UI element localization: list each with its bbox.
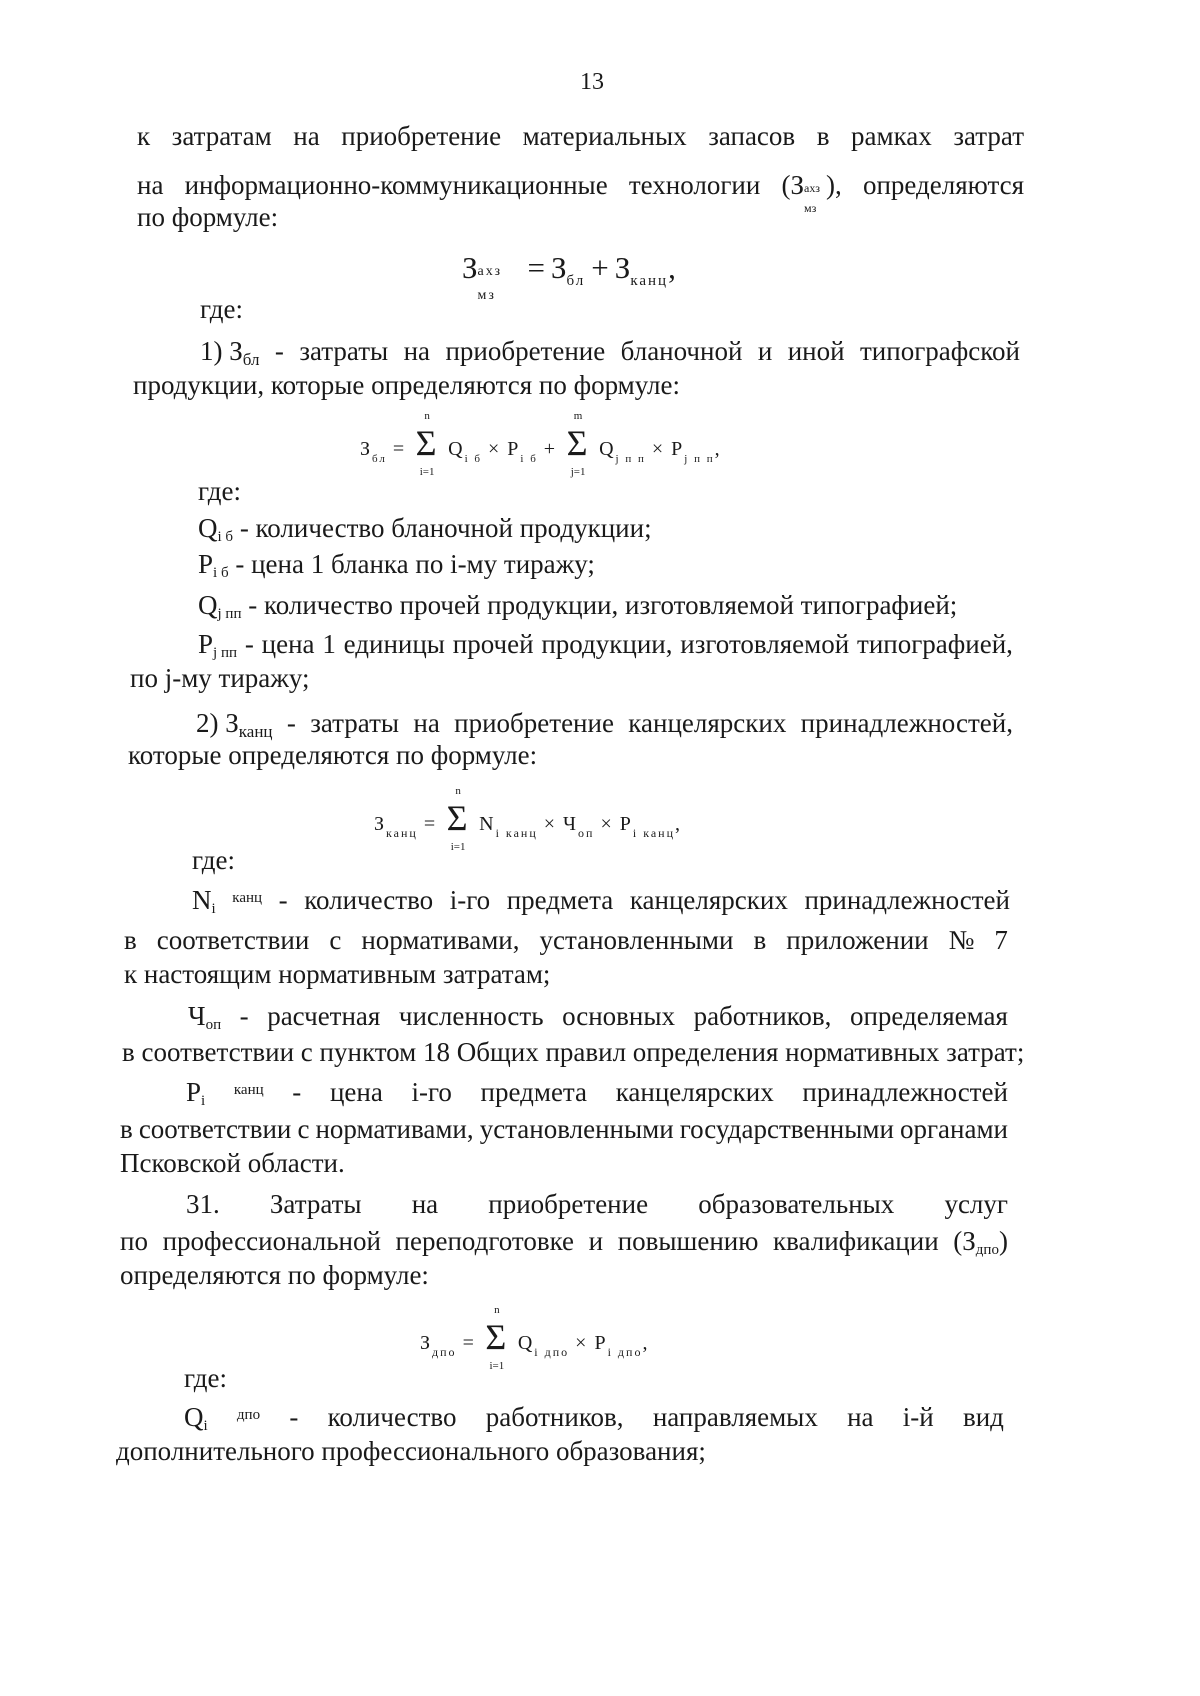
equals-sign: = xyxy=(462,1332,476,1354)
word: определяемая xyxy=(849,1001,1008,1031)
word: типографской xyxy=(860,336,1020,366)
def-p-kanc-line-1 xyxy=(186,1077,1008,1109)
def-q-dpo-line-1 xyxy=(184,1402,1004,1434)
word: на xyxy=(293,121,320,151)
def-symbol: Ni xyxy=(192,885,216,917)
word: квалификации xyxy=(773,1226,939,1256)
word: в xyxy=(120,1114,133,1144)
word: на xyxy=(137,170,164,200)
word: приложении xyxy=(786,925,929,955)
word: затратам xyxy=(171,121,272,151)
subscript: дпо xyxy=(236,1407,261,1423)
word: определяются xyxy=(862,170,1024,200)
word: изготовляемой xyxy=(680,629,850,659)
p-term: $P_{i б}$ xyxy=(507,438,538,465)
word: приобретение xyxy=(445,336,606,366)
where-label: где: xyxy=(184,1363,227,1393)
word: запасов xyxy=(708,121,796,151)
subscript: канц xyxy=(232,890,263,906)
word: вид xyxy=(962,1402,1004,1432)
word: продукции, xyxy=(541,629,673,659)
symbol-z-axz-mz: (З ахз мз ), xyxy=(781,170,842,215)
def-symbol: Qi xyxy=(184,1402,208,1434)
word: в xyxy=(753,925,767,955)
times-sign: × xyxy=(600,813,614,835)
formula-z-axz-mz xyxy=(462,250,682,303)
item31-line-3: определяются по формуле: xyxy=(120,1260,429,1290)
word: цена xyxy=(329,1077,383,1107)
def-p-kanc-line-3: Псковской области. xyxy=(120,1148,345,1178)
word: установленными xyxy=(539,925,734,955)
intro-line-1 xyxy=(137,123,1024,150)
p-term: $P_{j п п}$, xyxy=(671,438,722,465)
word: в xyxy=(124,925,137,955)
equals-sign: = xyxy=(527,250,546,285)
q-term: $Q_{i дпо}$ xyxy=(517,1332,570,1359)
item1-symbol: 1) Збл xyxy=(200,336,260,369)
word: приобретение xyxy=(454,708,614,738)
word: принадлежностей xyxy=(804,885,1010,915)
word: рамках xyxy=(851,121,932,151)
def-q-jpp: Qj пп - количество прочей продукции, изготовляемой типографией; xyxy=(198,590,958,622)
word: государственными xyxy=(679,1114,894,1144)
word: типографией, xyxy=(857,629,1013,659)
word: № xyxy=(948,925,975,955)
formula-lhs: $З_{канц}$ xyxy=(374,813,418,840)
def-p-jpp-line-1 xyxy=(198,629,1013,661)
word: - xyxy=(278,885,288,915)
times-sign: × xyxy=(543,813,558,835)
subscript: канц xyxy=(233,1082,264,1098)
item1-line-1 xyxy=(200,336,1020,369)
word: нормативами, xyxy=(361,925,520,955)
word: направляемых xyxy=(652,1402,818,1432)
def-symbol: Чоп xyxy=(188,1001,222,1033)
word: на xyxy=(411,1189,439,1219)
where-label: где: xyxy=(200,294,243,324)
word: затрат xyxy=(953,121,1024,151)
word: численность xyxy=(398,1001,544,1031)
def-q-dpo-line-2: дополнительного профессионального образования; xyxy=(116,1436,706,1466)
word: i-го xyxy=(411,1077,452,1107)
word: информационно-коммуникационные xyxy=(184,170,608,200)
q-term: $Q_{j п п}$ xyxy=(599,438,646,465)
times-sign: × xyxy=(651,438,666,460)
word: - xyxy=(239,1001,249,1031)
def-q-ib: Qi б - количество бланочной продукции; xyxy=(198,513,652,545)
ch-term: $Ч_{оп}$ xyxy=(563,813,595,840)
word: цена xyxy=(261,629,315,659)
word: - xyxy=(286,708,296,738)
word: по xyxy=(120,1226,148,1256)
equals-sign: = xyxy=(392,438,407,460)
sum-sign: n Σ i=1 xyxy=(485,1304,509,1372)
sum-sign: n Σ i=1 xyxy=(415,410,439,478)
word: 7 xyxy=(994,925,1008,955)
page-number: 13 xyxy=(580,69,604,95)
intro-line-3: по формуле: xyxy=(137,202,279,232)
item2-line-2: которые определяются по формуле: xyxy=(128,740,538,770)
def-n-line-2 xyxy=(124,927,1008,954)
word: работников, xyxy=(693,1001,832,1031)
word: канцелярских xyxy=(629,885,788,915)
word: - xyxy=(244,629,254,659)
word: принадлежностей, xyxy=(800,708,1013,738)
word: нормативами, xyxy=(315,1114,474,1144)
word: - xyxy=(292,1077,302,1107)
word: технологии xyxy=(628,170,761,200)
word: - xyxy=(274,336,284,366)
word: затраты xyxy=(299,336,389,366)
word: на xyxy=(403,336,431,366)
word: Затраты xyxy=(269,1189,362,1219)
word: переподготовке xyxy=(395,1226,575,1256)
formula-lhs: З ахз мз xyxy=(462,250,503,303)
formula-term-kanc: $З_{канц}$, xyxy=(614,250,676,289)
word: на xyxy=(847,1402,874,1432)
formula-term-bl: $З_{бл}$ xyxy=(551,250,586,289)
word: на xyxy=(413,708,440,738)
formula-z-kanc xyxy=(374,785,688,853)
word: иной xyxy=(787,336,845,366)
word: работников, xyxy=(485,1402,624,1432)
word: к xyxy=(137,121,151,151)
times-sign: × xyxy=(575,1332,589,1354)
p-term: $P_{i дпо}$, xyxy=(594,1332,650,1359)
equals-sign: = xyxy=(423,813,438,835)
word: профессиональной xyxy=(162,1226,381,1256)
word: единицы xyxy=(343,629,445,659)
word: соответствии xyxy=(138,1114,292,1144)
word: канцелярских xyxy=(628,708,787,738)
word: затраты xyxy=(310,708,400,738)
word: i-й xyxy=(902,1402,934,1432)
word: i-го xyxy=(449,885,491,915)
sum-sign: m Σ j=1 xyxy=(566,410,590,478)
def-symbol: Pj пп xyxy=(198,629,238,661)
def-n-line-1 xyxy=(192,885,1010,917)
symbol-z-dpo: (Здпо) xyxy=(953,1226,1008,1258)
def-p-kanc-line-2 xyxy=(120,1116,1008,1143)
word: - xyxy=(289,1402,299,1432)
word: принадлежностей xyxy=(802,1077,1008,1107)
def-ch-line-1 xyxy=(188,1001,1008,1033)
word: предмета xyxy=(506,885,614,915)
word: количество xyxy=(327,1402,457,1432)
word: бланочной xyxy=(620,336,743,366)
word: 1 xyxy=(322,629,336,659)
word: услуг xyxy=(944,1189,1008,1219)
word: и xyxy=(757,336,773,366)
word: и xyxy=(588,1226,604,1256)
item31-line-2 xyxy=(120,1226,1008,1258)
n-term: $N_{i канц}$ xyxy=(479,813,538,840)
formula-z-dpo xyxy=(420,1304,655,1372)
def-ch-line-2: в соответствии с пунктом 18 Общих правил определения нормативных затрат; xyxy=(122,1037,1025,1067)
formula-lhs: $З_{дпо}$ xyxy=(420,1332,457,1359)
q-term: $Q_{i б}$ xyxy=(448,438,482,465)
word: с xyxy=(329,925,342,955)
item1-line-2: продукции, которые определяются по формуле: xyxy=(133,370,681,400)
word: соответствии xyxy=(156,925,310,955)
word: 31. xyxy=(186,1189,220,1219)
def-p-jpp-line-2: по j-му тиражу; xyxy=(130,663,310,693)
item31-line-1 xyxy=(186,1191,1008,1218)
item2-symbol: 2) Зканц xyxy=(196,708,273,741)
word: основных xyxy=(562,1001,676,1031)
plus-sign: + xyxy=(543,438,558,460)
word: образовательных xyxy=(698,1189,895,1219)
word: количество xyxy=(304,885,434,915)
word: предмета xyxy=(480,1077,588,1107)
p-term: $P_{i канц}$, xyxy=(619,813,683,840)
word: канцелярских xyxy=(615,1077,774,1107)
word: расчетная xyxy=(267,1001,381,1031)
formula-lhs: $З_{бл}$ xyxy=(360,438,387,465)
def-n-line-3: к настоящим нормативным затратам; xyxy=(124,959,551,989)
word: приобретение xyxy=(341,121,502,151)
word: органами xyxy=(899,1114,1008,1144)
word: установленными xyxy=(479,1114,674,1144)
item2-line-1 xyxy=(196,708,1013,741)
word: материальных xyxy=(522,121,687,151)
word: в xyxy=(816,121,830,151)
intro-line-2 xyxy=(137,170,1024,215)
word: с xyxy=(297,1114,310,1144)
word: прочей xyxy=(452,629,534,659)
sum-sign: n Σ i=1 xyxy=(446,785,470,853)
word: повышению xyxy=(617,1226,759,1256)
where-label: где: xyxy=(192,845,235,875)
def-p-ib: Pi б - цена 1 бланка по i-му тиражу; xyxy=(198,549,595,581)
times-sign: × xyxy=(487,438,502,460)
formula-z-bl xyxy=(360,410,728,478)
plus-sign: + xyxy=(591,250,609,285)
where-label: где: xyxy=(198,476,241,506)
word: приобретение xyxy=(488,1189,649,1219)
def-symbol: Pi xyxy=(186,1077,206,1109)
